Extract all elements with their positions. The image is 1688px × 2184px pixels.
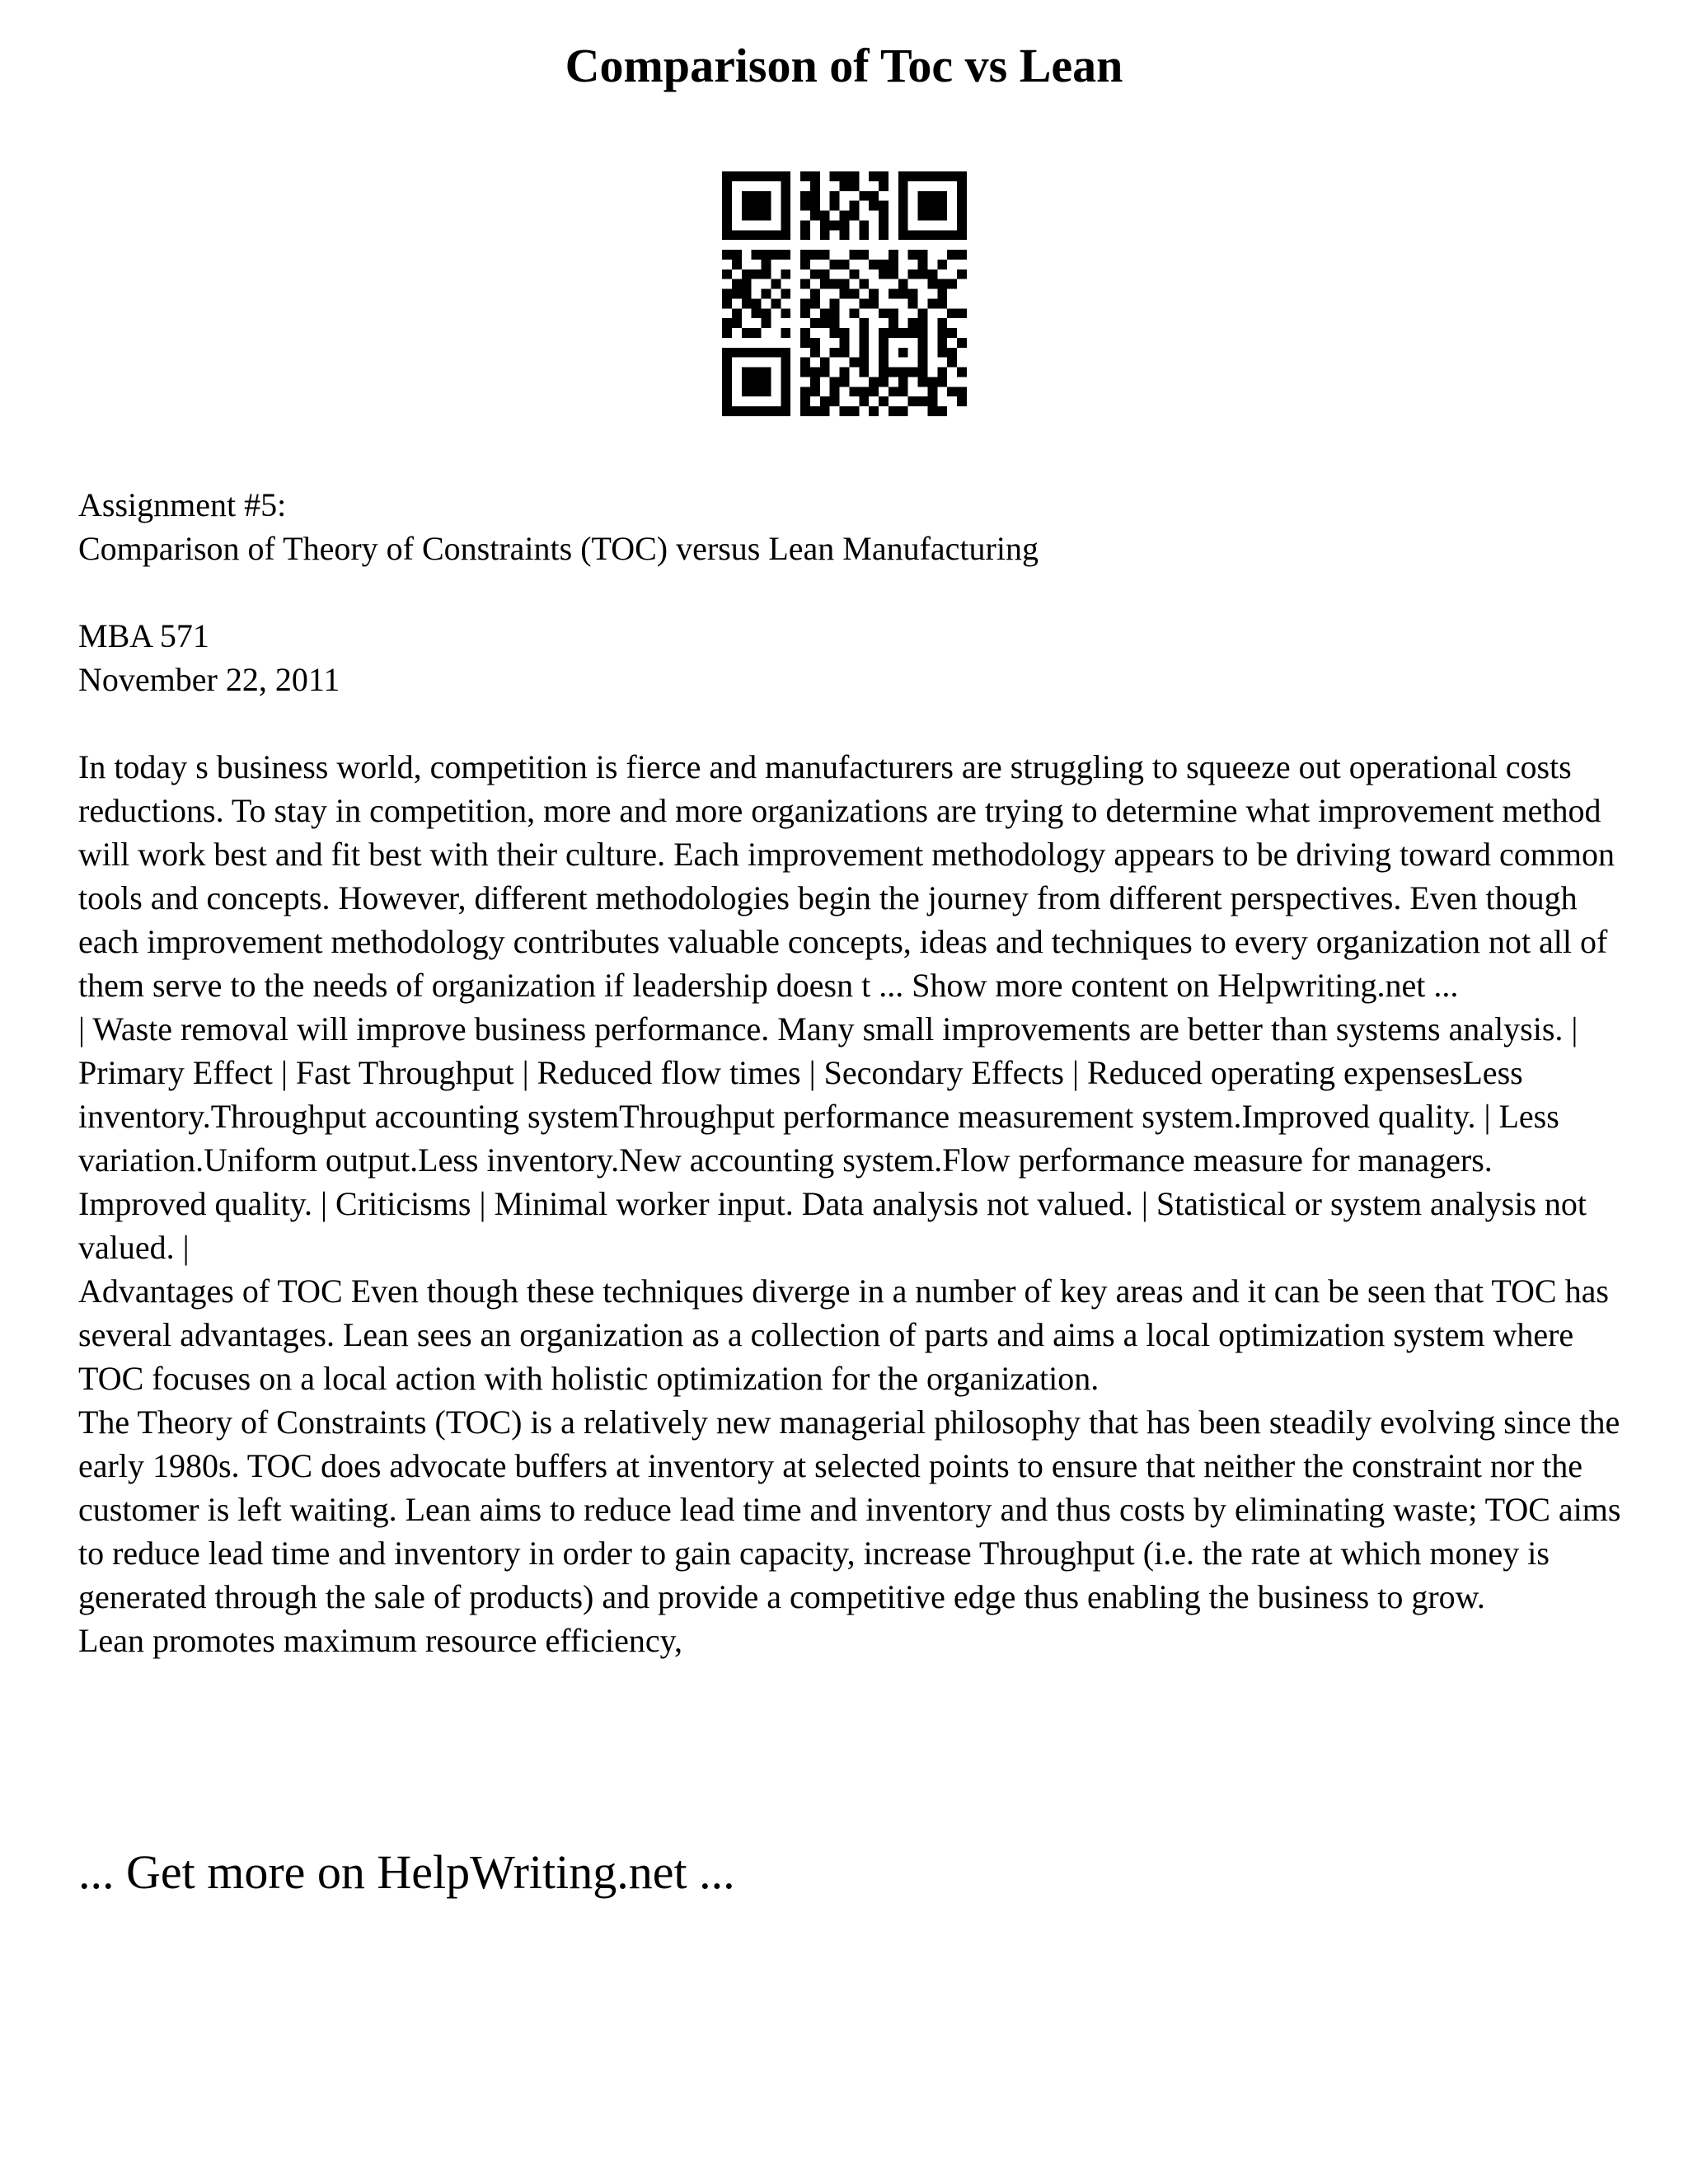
spacer [78, 701, 1628, 745]
spacer [78, 570, 1628, 614]
date-line: November 22, 2011 [78, 661, 340, 698]
get-more-link[interactable]: ... Get more on HelpWriting.net ... [78, 1845, 735, 1899]
paragraph-lean: Lean promotes maximum resource efficiency, [78, 1622, 683, 1659]
course-line: MBA 571 [78, 617, 209, 654]
assignment-line: Assignment #5: [78, 486, 287, 523]
subtitle-line: Comparison of Theory of Constraints (TOC) versus Lean Manufacturing [78, 530, 1039, 567]
paragraph-intro: In today s business world, competition is fierce and manufacturers are struggling to squeeze out operational costs reductions. To stay in competition, more and more organizations are trying to determine what improvement method will work best and fit best with their culture. Each improvement methodology appears to be driving toward common tools and concepts. However, different methodologies begin the journey from different perspectives. Even though each improvement methodology contributes valuable concepts, ideas and techniques to every organization not all of them serve to the needs of organization if leadership doesn t ... Show more content on Helpwriting.net ... [78, 748, 1615, 1004]
paragraph-advantages: Advantages of TOC Even though these techniques diverge in a number of key areas and it can be seen that TOC has several advantages. Lean sees an organization as a collection of parts and aims a local optimization system where TOC focuses on a local action with holistic optimization for the organization. [78, 1272, 1609, 1397]
qr-code-icon [722, 171, 967, 416]
document-body [78, 483, 1628, 1662]
document-title: Comparison of Toc vs Lean [565, 39, 1123, 92]
paragraph-toc-overview: The Theory of Constraints (TOC) is a relatively new managerial philosophy that has been steadily evolving since the early 1980s. TOC does advocate buffers at inventory at selected points to ensure that neither the constraint nor the customer is left waiting. Lean aims to reduce lead time and inventory and thus costs by eliminating waste; TOC aims to reduce lead time and inventory in order to gain capacity, increase Throughput (i.e. the rate at which money is generated through the sale of products) and provide a competitive edge thus enabling the business to grow. [78, 1404, 1621, 1615]
paragraph-comparison-table: | Waste removal will improve business performance. Many small improvements are better than systems analysis. | Primary Effect | Fast Throughput | Reduced flow times | Secondary Effects | Reduced operating expensesLess inventory.Throughput accounting systemThroughput performance measurement system.Improved quality. | Less variation.Uniform output.Less inventory.New accounting system.Flow performance measure for managers. Improved quality. | Criticisms | Minimal worker input. Data analysis not valued. | Statistical or system analysis not valued. | [78, 1010, 1587, 1266]
